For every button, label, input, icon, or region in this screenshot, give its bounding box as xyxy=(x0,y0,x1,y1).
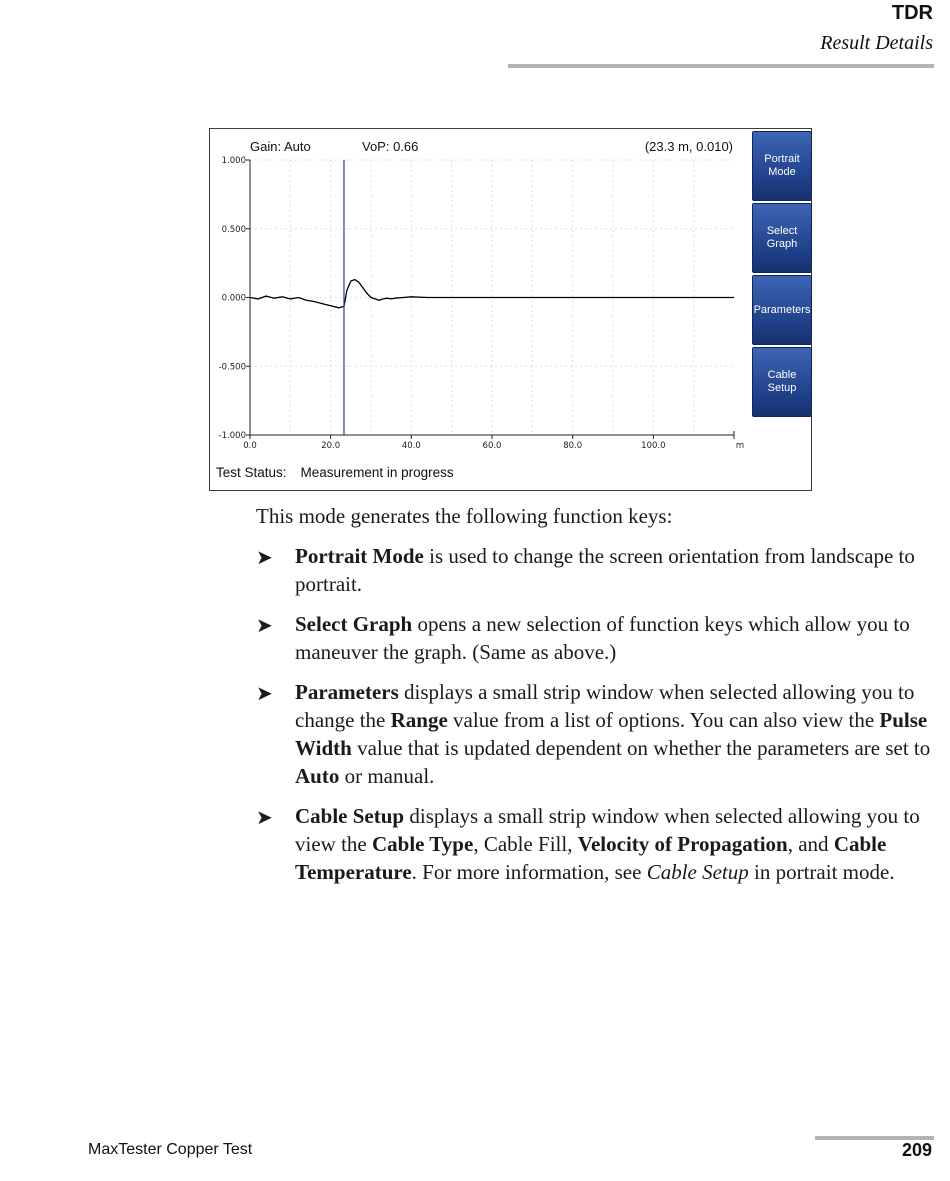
tdr-screenshot xyxy=(209,128,812,491)
x-tick-label: 80.0 xyxy=(563,441,583,451)
tdr-trace-line xyxy=(250,280,734,308)
cross-reference[interactable]: Cable Setup xyxy=(646,860,749,884)
text: displays a small strip window when selected allowing you to view the xyxy=(295,804,920,856)
tick-labels xyxy=(219,156,745,451)
x-tick-label: 60.0 xyxy=(482,441,502,451)
term: Cable Type xyxy=(371,832,474,856)
y-tick-label: -1.000 xyxy=(218,431,246,441)
bullet-cable-setup xyxy=(256,802,936,886)
text: displays a small strip window when selected allowing you to change the xyxy=(295,680,915,732)
text: value from a list of options. You can also view the xyxy=(447,708,880,732)
cursor-readout: (23.3 m, 0.010) xyxy=(644,139,733,154)
text: . For more information, see xyxy=(411,860,647,884)
test-status xyxy=(216,465,454,480)
fkey-label-line: Select xyxy=(766,225,798,237)
page-number: 209 xyxy=(901,1140,932,1160)
bullet-parameters xyxy=(256,678,936,790)
arrow-bullet-icon: ➤ xyxy=(256,615,273,637)
test-status-value: Measurement in progress xyxy=(300,465,454,480)
text: , Cable Fill, xyxy=(473,832,578,856)
text: or manual. xyxy=(339,764,435,788)
term: Cable Setup xyxy=(295,804,405,828)
term: Parameters xyxy=(295,680,399,704)
fkey-label-line: Portrait xyxy=(764,153,800,165)
term: Select Graph xyxy=(295,612,413,636)
arrow-bullet-icon: ➤ xyxy=(256,807,273,829)
test-status-label: Test Status: xyxy=(216,465,287,480)
text: is used to change the screen orientation from landscape to portrait. xyxy=(295,544,915,596)
header-rule xyxy=(508,64,934,68)
fkey-label-line: Mode xyxy=(768,166,796,178)
term: Auto xyxy=(295,764,340,788)
y-tick-label: 1.000 xyxy=(221,156,246,166)
chapter-title: TDR xyxy=(891,2,933,24)
term: Cable Temperature xyxy=(295,832,887,884)
y-tick-label: -0.500 xyxy=(218,362,246,373)
term: Pulse Width xyxy=(295,708,928,760)
axes xyxy=(246,160,734,439)
parameters-button[interactable] xyxy=(752,275,812,345)
body-text xyxy=(256,502,936,898)
bullet-select-graph xyxy=(256,610,936,666)
arrow-bullet-icon: ➤ xyxy=(256,547,273,569)
function-key-panel xyxy=(752,131,812,419)
select-graph-button[interactable] xyxy=(752,203,812,273)
y-tick-label: 0.500 xyxy=(221,224,246,235)
y-tick-label: 0.000 xyxy=(221,293,246,304)
footer-doc-title: MaxTester Copper Test xyxy=(88,1141,253,1158)
fkey-label-line: Parameters xyxy=(753,303,811,316)
intro-paragraph: This mode generates the following function keys: xyxy=(256,504,673,528)
tdr-graph xyxy=(210,129,750,459)
x-unit-label: m xyxy=(735,441,745,451)
fkey-label-line: Graph xyxy=(766,238,798,250)
x-tick-label: 0.0 xyxy=(243,441,257,451)
term: Range xyxy=(390,708,448,732)
x-tick-label: 40.0 xyxy=(401,441,421,451)
text: value that is updated dependent on whether the parameters are set to xyxy=(351,736,931,760)
fkey-label-line: Cable Setup xyxy=(767,369,797,394)
gain-readout: Gain: Auto xyxy=(250,139,311,154)
section-subtitle: Result Details xyxy=(820,32,933,54)
vop-readout: VoP: 0.66 xyxy=(362,139,419,154)
x-tick-label: 20.0 xyxy=(321,441,341,451)
x-tick-label: 100.0 xyxy=(641,441,666,451)
arrow-bullet-icon: ➤ xyxy=(256,683,273,705)
cable-setup-button[interactable] xyxy=(752,347,812,417)
text: , and xyxy=(787,832,834,856)
term: Velocity of Propagation xyxy=(577,832,788,856)
term: Portrait Mode xyxy=(295,544,424,568)
portrait-mode-button[interactable] xyxy=(752,131,812,201)
bullet-portrait-mode xyxy=(256,542,936,598)
text: opens a new selection of function keys which allow you to maneuver the graph. (Same as above.) xyxy=(295,612,910,664)
text: in portrait mode. xyxy=(748,860,895,884)
